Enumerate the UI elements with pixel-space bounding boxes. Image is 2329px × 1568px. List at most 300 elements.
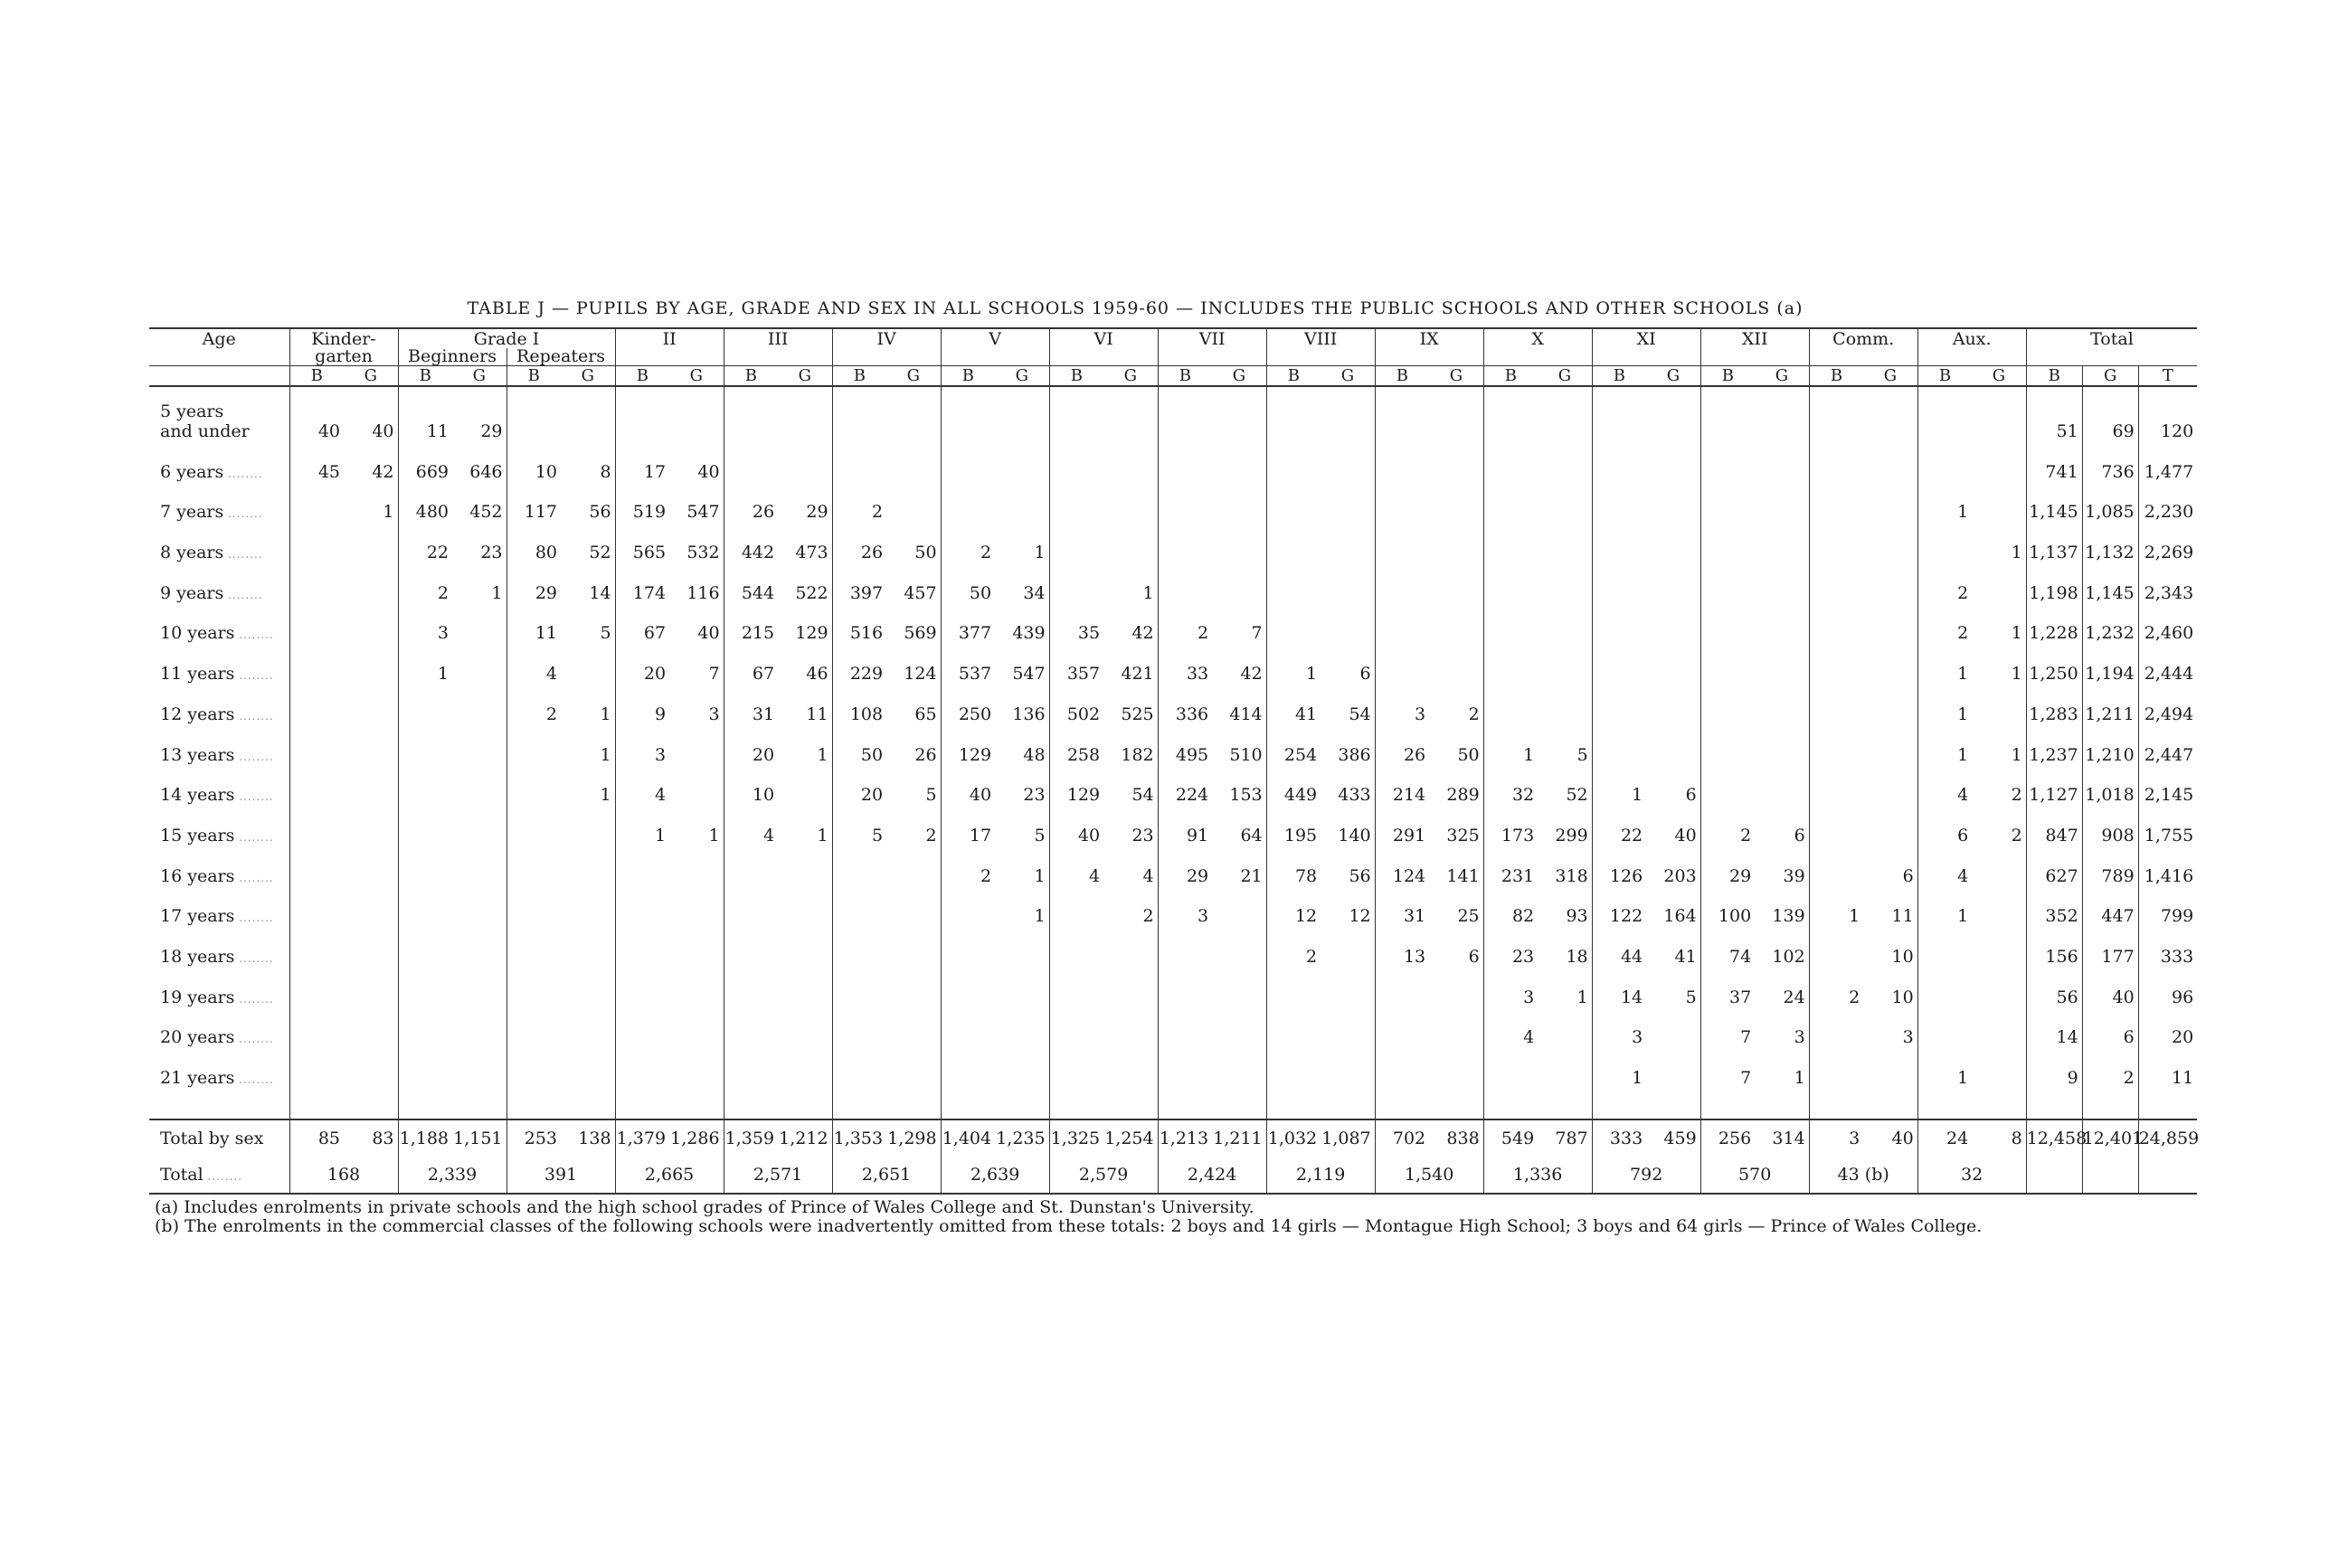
data-cell: 65 bbox=[914, 704, 937, 724]
data-cell bbox=[724, 928, 778, 968]
data-cell bbox=[724, 847, 778, 888]
data-cell bbox=[1863, 726, 1917, 767]
data-cell bbox=[344, 807, 398, 847]
data-cell: 14 bbox=[589, 582, 611, 603]
data-cell bbox=[398, 928, 452, 968]
total-by-sex-cell: 1,188 bbox=[398, 1119, 452, 1157]
data-cell bbox=[669, 1009, 724, 1050]
data-cell bbox=[1700, 726, 1755, 767]
header-grade: X bbox=[1483, 328, 1592, 366]
data-cell bbox=[1700, 767, 1755, 808]
data-cell: 522 bbox=[795, 582, 828, 603]
data-cell bbox=[615, 1049, 669, 1090]
data-cell: 140 bbox=[1338, 825, 1371, 845]
data-cell: 669 bbox=[398, 443, 452, 484]
data-cell bbox=[561, 928, 615, 968]
data-cell bbox=[1592, 685, 1646, 726]
header-sex-g: G bbox=[1755, 366, 1809, 387]
data-cell bbox=[507, 928, 561, 968]
table-row bbox=[149, 847, 2197, 888]
data-cell: 1 bbox=[1034, 543, 1046, 563]
data-cell: 3 bbox=[1375, 685, 1429, 726]
data-cell bbox=[1917, 524, 1972, 564]
header-sex-g: G bbox=[1972, 366, 2026, 387]
data-cell bbox=[452, 807, 507, 847]
data-cell bbox=[995, 1009, 1049, 1050]
total-by-sex-cell: 12,458 bbox=[2026, 1119, 2082, 1157]
data-cell: 1 bbox=[2011, 664, 2022, 685]
header-sex-g: G bbox=[452, 366, 507, 387]
data-cell bbox=[1755, 484, 1809, 524]
data-cell: 357 bbox=[1049, 645, 1103, 685]
data-cell: 214 bbox=[1375, 767, 1429, 808]
data-cell: 1 bbox=[1794, 1068, 1805, 1088]
data-cell bbox=[289, 564, 344, 605]
data-cell: 1 bbox=[1266, 645, 1321, 685]
total-by-sex-cell: 1,404 bbox=[941, 1119, 995, 1157]
header-grade: III bbox=[724, 328, 832, 366]
data-cell bbox=[1429, 645, 1483, 685]
total-by-sex-cell: 549 bbox=[1483, 1119, 1538, 1157]
data-cell: 510 bbox=[1229, 744, 1263, 765]
pupils-table bbox=[149, 327, 2200, 1195]
data-cell: 46 bbox=[806, 664, 828, 685]
data-cell: 2 bbox=[398, 564, 452, 605]
data-cell bbox=[1592, 386, 1646, 443]
data-cell bbox=[615, 928, 669, 968]
data-cell: 42 bbox=[1131, 623, 1154, 644]
data-cell bbox=[452, 726, 507, 767]
data-cell bbox=[561, 1049, 615, 1090]
data-cell bbox=[1809, 1009, 1863, 1050]
data-cell: 195 bbox=[1266, 807, 1321, 847]
data-cell: 736 bbox=[2082, 443, 2138, 484]
data-cell bbox=[1917, 1009, 1972, 1050]
data-cell bbox=[1538, 605, 1592, 646]
data-cell: 42 bbox=[1240, 664, 1263, 685]
data-cell bbox=[724, 443, 778, 484]
age-label: 8 years ........ bbox=[160, 543, 263, 563]
data-cell: 44 bbox=[1592, 928, 1646, 968]
data-cell bbox=[1972, 685, 2026, 726]
data-cell bbox=[1049, 443, 1103, 484]
data-cell: 2,494 bbox=[2138, 685, 2197, 726]
data-cell: 352 bbox=[2026, 888, 2082, 929]
data-cell: 224 bbox=[1158, 767, 1212, 808]
data-cell: 56 bbox=[589, 502, 611, 523]
data-cell bbox=[995, 443, 1049, 484]
data-cell bbox=[1103, 1049, 1158, 1090]
data-cell: 452 bbox=[469, 502, 503, 523]
data-cell: 1 bbox=[1917, 685, 1972, 726]
footnote-a: (a) Includes enrolments in private schools and the high school grades of Prince of Wales College and St. Dunstan's University. bbox=[155, 1197, 1254, 1217]
data-cell bbox=[452, 685, 507, 726]
data-cell bbox=[832, 1049, 886, 1090]
data-cell bbox=[1266, 968, 1321, 1009]
data-cell bbox=[1972, 888, 2026, 929]
data-cell bbox=[561, 386, 615, 443]
data-cell: 1,210 bbox=[2082, 726, 2138, 767]
total-by-sex-cell: 1,379 bbox=[615, 1119, 669, 1157]
data-cell bbox=[941, 928, 995, 968]
data-cell: 32 bbox=[1483, 767, 1538, 808]
data-cell bbox=[1863, 685, 1917, 726]
data-cell: 2 bbox=[1700, 807, 1755, 847]
age-label: 14 years ........ bbox=[160, 785, 274, 806]
data-cell bbox=[669, 928, 724, 968]
data-cell bbox=[1592, 484, 1646, 524]
data-cell: 20 bbox=[724, 726, 778, 767]
data-cell: 10 bbox=[507, 443, 561, 484]
data-cell: 289 bbox=[1446, 785, 1480, 806]
data-cell bbox=[1375, 605, 1429, 646]
data-cell: 54 bbox=[1131, 785, 1154, 806]
data-cell: 139 bbox=[1772, 906, 1805, 927]
data-cell bbox=[1429, 564, 1483, 605]
header-sex-b: B bbox=[615, 366, 669, 387]
data-cell bbox=[561, 1009, 615, 1050]
data-cell bbox=[1321, 1049, 1375, 1090]
data-cell: 250 bbox=[941, 685, 995, 726]
data-cell bbox=[1158, 524, 1212, 564]
data-cell bbox=[1158, 1009, 1212, 1050]
data-cell: 37 bbox=[1700, 968, 1755, 1009]
data-cell: 1 bbox=[398, 645, 452, 685]
data-cell bbox=[289, 767, 344, 808]
data-cell bbox=[1375, 1009, 1429, 1050]
data-cell: 2,444 bbox=[2138, 645, 2197, 685]
data-cell bbox=[398, 847, 452, 888]
data-cell bbox=[344, 1049, 398, 1090]
data-cell bbox=[344, 605, 398, 646]
data-cell: 82 bbox=[1483, 888, 1538, 929]
data-cell: 164 bbox=[1663, 906, 1697, 927]
data-cell bbox=[289, 605, 344, 646]
table-body bbox=[149, 386, 2197, 1119]
data-cell: 129 bbox=[1049, 767, 1103, 808]
data-cell: 6 bbox=[1359, 664, 1371, 685]
header-sex-b: B bbox=[1158, 366, 1212, 387]
data-cell: 4 bbox=[1917, 767, 1972, 808]
data-cell: 120 bbox=[2138, 386, 2197, 443]
data-cell: 325 bbox=[1446, 825, 1480, 845]
data-cell bbox=[344, 767, 398, 808]
data-cell bbox=[507, 1009, 561, 1050]
data-cell bbox=[1917, 968, 1972, 1009]
data-cell bbox=[344, 928, 398, 968]
data-cell: 3 bbox=[1592, 1009, 1646, 1050]
data-cell bbox=[344, 524, 398, 564]
data-cell: 421 bbox=[1121, 664, 1154, 685]
data-cell bbox=[1538, 645, 1592, 685]
data-cell bbox=[995, 386, 1049, 443]
data-cell: 153 bbox=[1229, 785, 1263, 806]
header-grade: IX bbox=[1375, 328, 1483, 366]
data-cell bbox=[1429, 386, 1483, 443]
data-cell: 20 bbox=[832, 767, 886, 808]
data-cell: 31 bbox=[724, 685, 778, 726]
data-cell: 1 bbox=[600, 704, 611, 724]
data-cell bbox=[1700, 443, 1755, 484]
data-cell: 1,416 bbox=[2138, 847, 2197, 888]
data-cell: 102 bbox=[1772, 946, 1805, 967]
total-by-sex-cell: 1,087 bbox=[1321, 1119, 1375, 1157]
data-cell bbox=[1375, 645, 1429, 685]
data-cell: 1 bbox=[1917, 484, 1972, 524]
data-cell: 11 bbox=[398, 386, 452, 443]
data-cell bbox=[1917, 928, 1972, 968]
total-cell: 2,579 bbox=[1049, 1157, 1158, 1194]
footnote-b: (b) The enrolments in the commercial classes of the following schools were inadvertently omitted from these totals: 2 boys and 14 girls — Montague High School; 3 boys and 64 girls — Prince of Wales College. bbox=[155, 1216, 1983, 1236]
header-grade: IV bbox=[832, 328, 941, 366]
data-cell: 1,211 bbox=[2082, 685, 2138, 726]
data-cell bbox=[1266, 605, 1321, 646]
data-cell bbox=[1755, 564, 1809, 605]
data-cell bbox=[344, 1009, 398, 1050]
data-cell: 14 bbox=[2026, 1009, 2082, 1050]
data-cell: 1 bbox=[383, 502, 394, 523]
data-cell bbox=[832, 1009, 886, 1050]
table-row bbox=[149, 443, 2197, 484]
data-cell bbox=[669, 767, 724, 808]
table-totals bbox=[149, 1119, 2200, 1194]
data-cell: 258 bbox=[1049, 726, 1103, 767]
age-label: 20 years ........ bbox=[160, 1027, 274, 1048]
age-label: 9 years ........ bbox=[160, 582, 263, 603]
header-sex-g: G bbox=[669, 366, 724, 387]
total-by-sex-cell: 1,032 bbox=[1266, 1119, 1321, 1157]
data-cell: 177 bbox=[2082, 928, 2138, 968]
total-by-sex-cell: 138 bbox=[561, 1119, 615, 1157]
data-cell: 1 bbox=[1576, 987, 1588, 1007]
data-cell bbox=[724, 968, 778, 1009]
age-label: 19 years ........ bbox=[160, 987, 274, 1007]
data-cell bbox=[1212, 484, 1266, 524]
data-cell bbox=[1972, 1009, 2026, 1050]
data-cell: 67 bbox=[615, 605, 669, 646]
data-cell bbox=[1158, 968, 1212, 1009]
total-by-sex-cell: 83 bbox=[344, 1119, 398, 1157]
header-sex-b: B bbox=[2026, 366, 2082, 387]
data-cell: 74 bbox=[1700, 928, 1755, 968]
data-cell bbox=[1321, 1009, 1375, 1050]
header-sex-b: B bbox=[1592, 366, 1646, 387]
data-cell: 2,343 bbox=[2138, 564, 2197, 605]
data-cell bbox=[1212, 564, 1266, 605]
data-cell bbox=[344, 888, 398, 929]
data-cell: 22 bbox=[398, 524, 452, 564]
data-cell: 3 bbox=[1483, 968, 1538, 1009]
data-cell: 64 bbox=[1240, 825, 1263, 845]
total-by-sex-cell: 1,211 bbox=[1212, 1119, 1266, 1157]
data-cell bbox=[1212, 524, 1266, 564]
data-cell: 377 bbox=[941, 605, 995, 646]
data-cell bbox=[1321, 484, 1375, 524]
data-cell: 1 bbox=[600, 744, 611, 765]
total-cell: 570 bbox=[1700, 1157, 1809, 1194]
data-cell bbox=[1972, 968, 2026, 1009]
data-cell: 215 bbox=[724, 605, 778, 646]
data-cell: 50 bbox=[832, 726, 886, 767]
age-label: 10 years ........ bbox=[160, 623, 274, 644]
data-cell: 26 bbox=[724, 484, 778, 524]
data-cell: 495 bbox=[1158, 726, 1212, 767]
data-cell: 2,269 bbox=[2138, 524, 2197, 564]
data-cell bbox=[832, 847, 886, 888]
data-cell: 5 bbox=[832, 807, 886, 847]
data-cell: 229 bbox=[832, 645, 886, 685]
data-cell bbox=[1483, 443, 1538, 484]
data-cell: 29 bbox=[1700, 847, 1755, 888]
table-row bbox=[149, 928, 2197, 968]
data-cell bbox=[1538, 685, 1592, 726]
data-cell bbox=[724, 1049, 778, 1090]
data-cell: 23 bbox=[1131, 825, 1154, 845]
total-by-sex-cell: 1,286 bbox=[669, 1119, 724, 1157]
data-cell: 3 bbox=[708, 704, 720, 724]
data-cell bbox=[398, 888, 452, 929]
data-cell bbox=[398, 1009, 452, 1050]
data-cell bbox=[1158, 484, 1212, 524]
data-cell: 318 bbox=[1555, 865, 1588, 886]
data-cell bbox=[398, 685, 452, 726]
data-cell: 1 bbox=[2011, 623, 2022, 644]
data-cell bbox=[452, 928, 507, 968]
data-cell: 122 bbox=[1592, 888, 1646, 929]
data-cell bbox=[507, 386, 561, 443]
data-cell: 449 bbox=[1266, 767, 1321, 808]
data-cell: 5 bbox=[1034, 825, 1046, 845]
data-cell: 67 bbox=[724, 645, 778, 685]
data-cell bbox=[1212, 386, 1266, 443]
data-cell: 8 bbox=[600, 461, 611, 482]
data-cell: 7 bbox=[708, 664, 720, 685]
total-cell: 1,540 bbox=[1375, 1157, 1483, 1194]
total-cell: 168 bbox=[289, 1157, 398, 1194]
data-cell bbox=[452, 645, 507, 685]
data-cell: 1 bbox=[615, 807, 669, 847]
data-cell bbox=[1863, 645, 1917, 685]
data-cell: 544 bbox=[724, 564, 778, 605]
data-cell: 397 bbox=[832, 564, 886, 605]
data-cell: 14 bbox=[1592, 968, 1646, 1009]
data-cell: 4 bbox=[1142, 865, 1154, 886]
data-cell bbox=[941, 484, 995, 524]
data-cell: 2 bbox=[941, 847, 995, 888]
data-cell: 18 bbox=[1566, 946, 1588, 967]
data-cell bbox=[1863, 484, 1917, 524]
data-cell: 141 bbox=[1446, 865, 1480, 886]
data-cell bbox=[1212, 968, 1266, 1009]
data-cell bbox=[1321, 928, 1375, 968]
data-cell: 473 bbox=[795, 543, 828, 563]
data-cell bbox=[886, 484, 941, 524]
data-cell bbox=[1700, 564, 1755, 605]
data-cell: 9 bbox=[2026, 1049, 2082, 1090]
data-cell: 439 bbox=[1012, 623, 1046, 644]
data-cell: 20 bbox=[615, 645, 669, 685]
data-cell bbox=[1429, 1049, 1483, 1090]
data-cell bbox=[832, 928, 886, 968]
data-cell bbox=[941, 443, 995, 484]
data-cell bbox=[1917, 386, 1972, 443]
total-by-sex-cell: 1,151 bbox=[452, 1119, 507, 1157]
data-cell bbox=[1103, 928, 1158, 968]
data-cell: 1 bbox=[1917, 645, 1972, 685]
age-label: 11 years ........ bbox=[160, 664, 274, 685]
data-cell: 1 bbox=[600, 785, 611, 806]
data-cell bbox=[1375, 443, 1429, 484]
data-cell bbox=[615, 847, 669, 888]
data-cell bbox=[886, 1009, 941, 1050]
data-cell: 1 bbox=[1034, 865, 1046, 886]
data-cell: 117 bbox=[507, 484, 561, 524]
data-cell: 12 bbox=[1266, 888, 1321, 929]
table-row bbox=[149, 1009, 2197, 1050]
data-cell bbox=[1103, 484, 1158, 524]
data-cell: 45 bbox=[289, 443, 344, 484]
data-cell: 525 bbox=[1121, 704, 1154, 724]
data-cell: 26 bbox=[1375, 726, 1429, 767]
data-cell bbox=[398, 1049, 452, 1090]
data-cell: 502 bbox=[1049, 685, 1103, 726]
data-cell bbox=[1809, 847, 1863, 888]
header-grade: XI bbox=[1592, 328, 1700, 366]
data-cell bbox=[1158, 564, 1212, 605]
total-cell: 2,571 bbox=[724, 1157, 832, 1194]
total-by-sex-cell: 3 bbox=[1809, 1119, 1863, 1157]
data-cell bbox=[1809, 524, 1863, 564]
data-cell bbox=[941, 1049, 995, 1090]
data-cell: 741 bbox=[2026, 443, 2082, 484]
data-cell: 1,127 bbox=[2026, 767, 2082, 808]
data-cell: 2 bbox=[1917, 605, 1972, 646]
data-cell bbox=[1700, 685, 1755, 726]
data-cell: 39 bbox=[1783, 865, 1805, 886]
data-cell: 547 bbox=[686, 502, 720, 523]
data-cell bbox=[1483, 645, 1538, 685]
total-cell: 43 (b) bbox=[1809, 1157, 1917, 1194]
data-cell: 1,145 bbox=[2082, 564, 2138, 605]
data-cell bbox=[1212, 443, 1266, 484]
header-sex-b: B bbox=[1375, 366, 1429, 387]
data-cell: 48 bbox=[1023, 744, 1046, 765]
data-cell bbox=[452, 968, 507, 1009]
data-cell: 10 bbox=[724, 767, 778, 808]
age-label: 5 years and under bbox=[160, 401, 250, 441]
footnotes bbox=[149, 1198, 2121, 1236]
data-cell bbox=[1646, 443, 1700, 484]
age-label: 18 years ........ bbox=[160, 946, 274, 967]
data-cell bbox=[1538, 524, 1592, 564]
data-cell bbox=[1972, 443, 2026, 484]
data-cell: 1 bbox=[1917, 726, 1972, 767]
data-cell bbox=[1429, 524, 1483, 564]
total-by-sex-cell: 24 bbox=[1917, 1119, 1972, 1157]
header-sex-b: B bbox=[1809, 366, 1863, 387]
data-cell: 23 bbox=[1023, 785, 1046, 806]
data-cell bbox=[1863, 605, 1917, 646]
data-cell: 34 bbox=[1023, 582, 1046, 603]
data-cell: 1,132 bbox=[2082, 524, 2138, 564]
data-cell: 7 bbox=[1700, 1009, 1755, 1050]
header-age: Age bbox=[149, 328, 289, 366]
data-cell bbox=[778, 386, 832, 443]
table-row bbox=[149, 484, 2197, 524]
data-cell bbox=[886, 1049, 941, 1090]
age-label: 6 years ........ bbox=[160, 461, 263, 482]
data-cell bbox=[1375, 524, 1429, 564]
